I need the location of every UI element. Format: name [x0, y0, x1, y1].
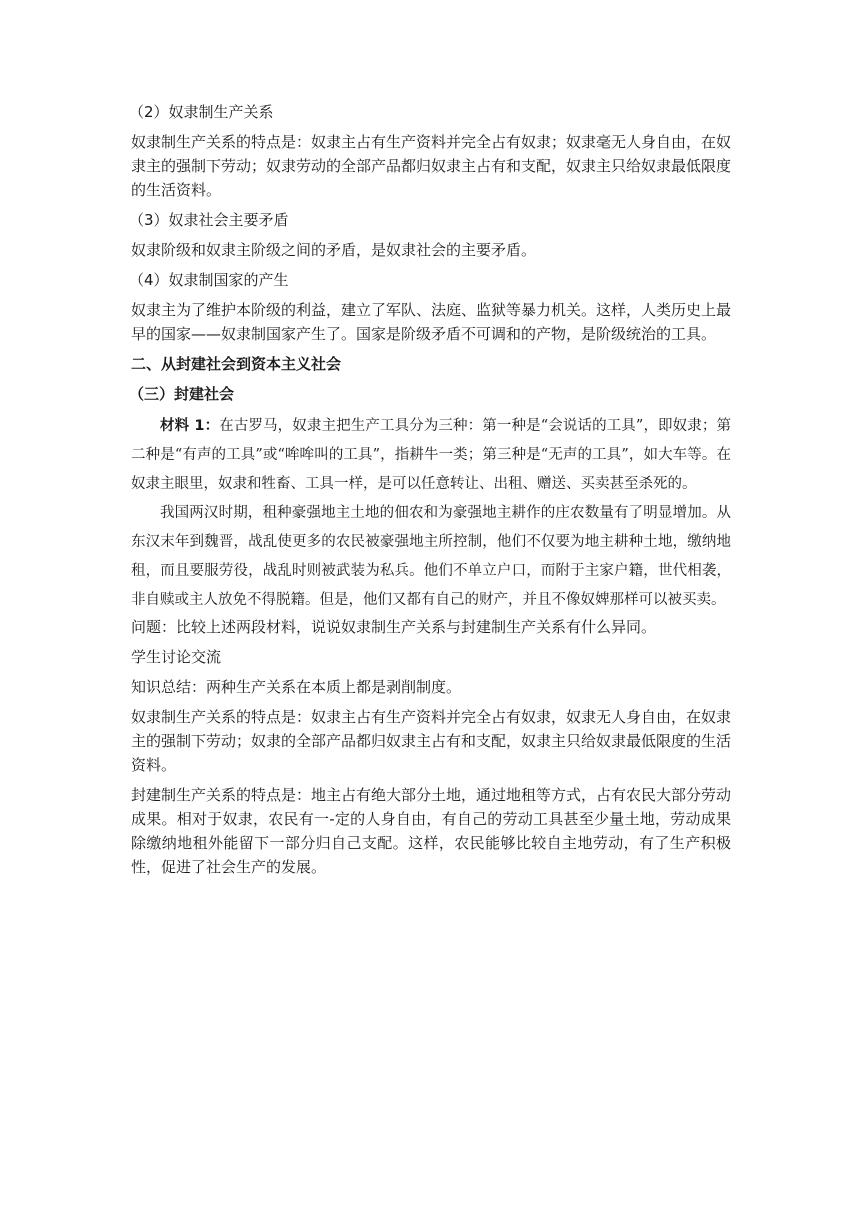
paragraph: 封建制生产关系的特点是：地主占有绝大部分土地，通过地租等方式，占有农民大部分劳动成果。相对于奴隶，农民有一-定的人身自由，有自己的劳动工具甚至少量土地，劳动成果除缴纳地租外能留下一部分归自己支配。这样，农民能够比较自主地劳动，有了生产积极性，促进了社会生产的发展。 [131, 786, 732, 876]
knowledge-summary: 知识总结：两种生产关系在本质上都是剥削制度。 [131, 678, 462, 696]
document-page [131, 100, 731, 885]
section-heading: 二、从封建社会到资本主义社会 [131, 355, 342, 373]
material-1-label: 材料 1： [160, 418, 220, 434]
paragraph: 奴隶主为了维护本阶级的利益，建立了军队、法庭、监狱等暴力机关。这样，人类历史上最早的国家——奴隶制国家产生了。国家是阶级矛盾不可调和的产物，是阶级统治的工具。 [131, 301, 732, 343]
paragraph: 奴隶阶级和奴隶主阶级之间的矛盾，是奴隶社会的主要矛盾。 [131, 241, 537, 259]
material-2: 我国两汉时期，租种豪强地主土地的佃农和为豪强地主耕作的庄农数量有了明显增加。从东汉末年到魏晋，战乱使更多的农民被豪强地主所控制，他们不仅要为地主耕种土地，缴纳地租，而且要服劳役，战乱时则被武装为私兵。他们不单立户口，而附于主家户籍，世代相袭，非自赎或主人放免不得脱籍。但是，他们又都有自己的财产，并且不像奴婢那样可以被买卖。 [131, 505, 731, 608]
material-1-text: 在古罗马，奴隶主把生产工具分为三种：第一种是“会说话的工具”，即奴隶；第二种是“有声的工具”或“哞哞叫的工具”，指耕牛一类；第三种是“无声的工具”，如大车等。在奴隶主眼里，奴隶和牲畜、工具一样，是可以任意转让、出租、赠送、买卖甚至杀死的。 [131, 418, 732, 492]
subsection-heading: （三）封建社会 [129, 385, 235, 403]
material-1 [131, 412, 731, 499]
question: 问题：比较上述两段材料，说说奴隶制生产关系与封建制生产关系有什么异同。 [131, 618, 657, 636]
paragraph: 奴隶制生产关系的特点是：奴隶主占有生产资料并完全占有奴隶，奴隶无人身自由，在奴隶主的强制下劳动；奴隶的全部产品都归奴隶主占有和支配，奴隶主只给奴隶最低限度的生活资料。 [131, 708, 732, 774]
subsection-title: （2）奴隶制生产关系 [129, 103, 274, 121]
subsection-title: （3）奴隶社会主要矛盾 [129, 211, 289, 229]
discussion-note: 学生讨论交流 [131, 648, 222, 666]
paragraph: 奴隶制生产关系的特点是：奴隶主占有生产资料并完全占有奴隶；奴隶毫无人身自由，在奴隶主的强制下劳动；奴隶劳动的全部产品都归奴隶主占有和支配，奴隶主只给奴隶最低限度的生活资料。 [131, 133, 732, 199]
subsection-title: （4）奴隶制国家的产生 [129, 271, 289, 289]
